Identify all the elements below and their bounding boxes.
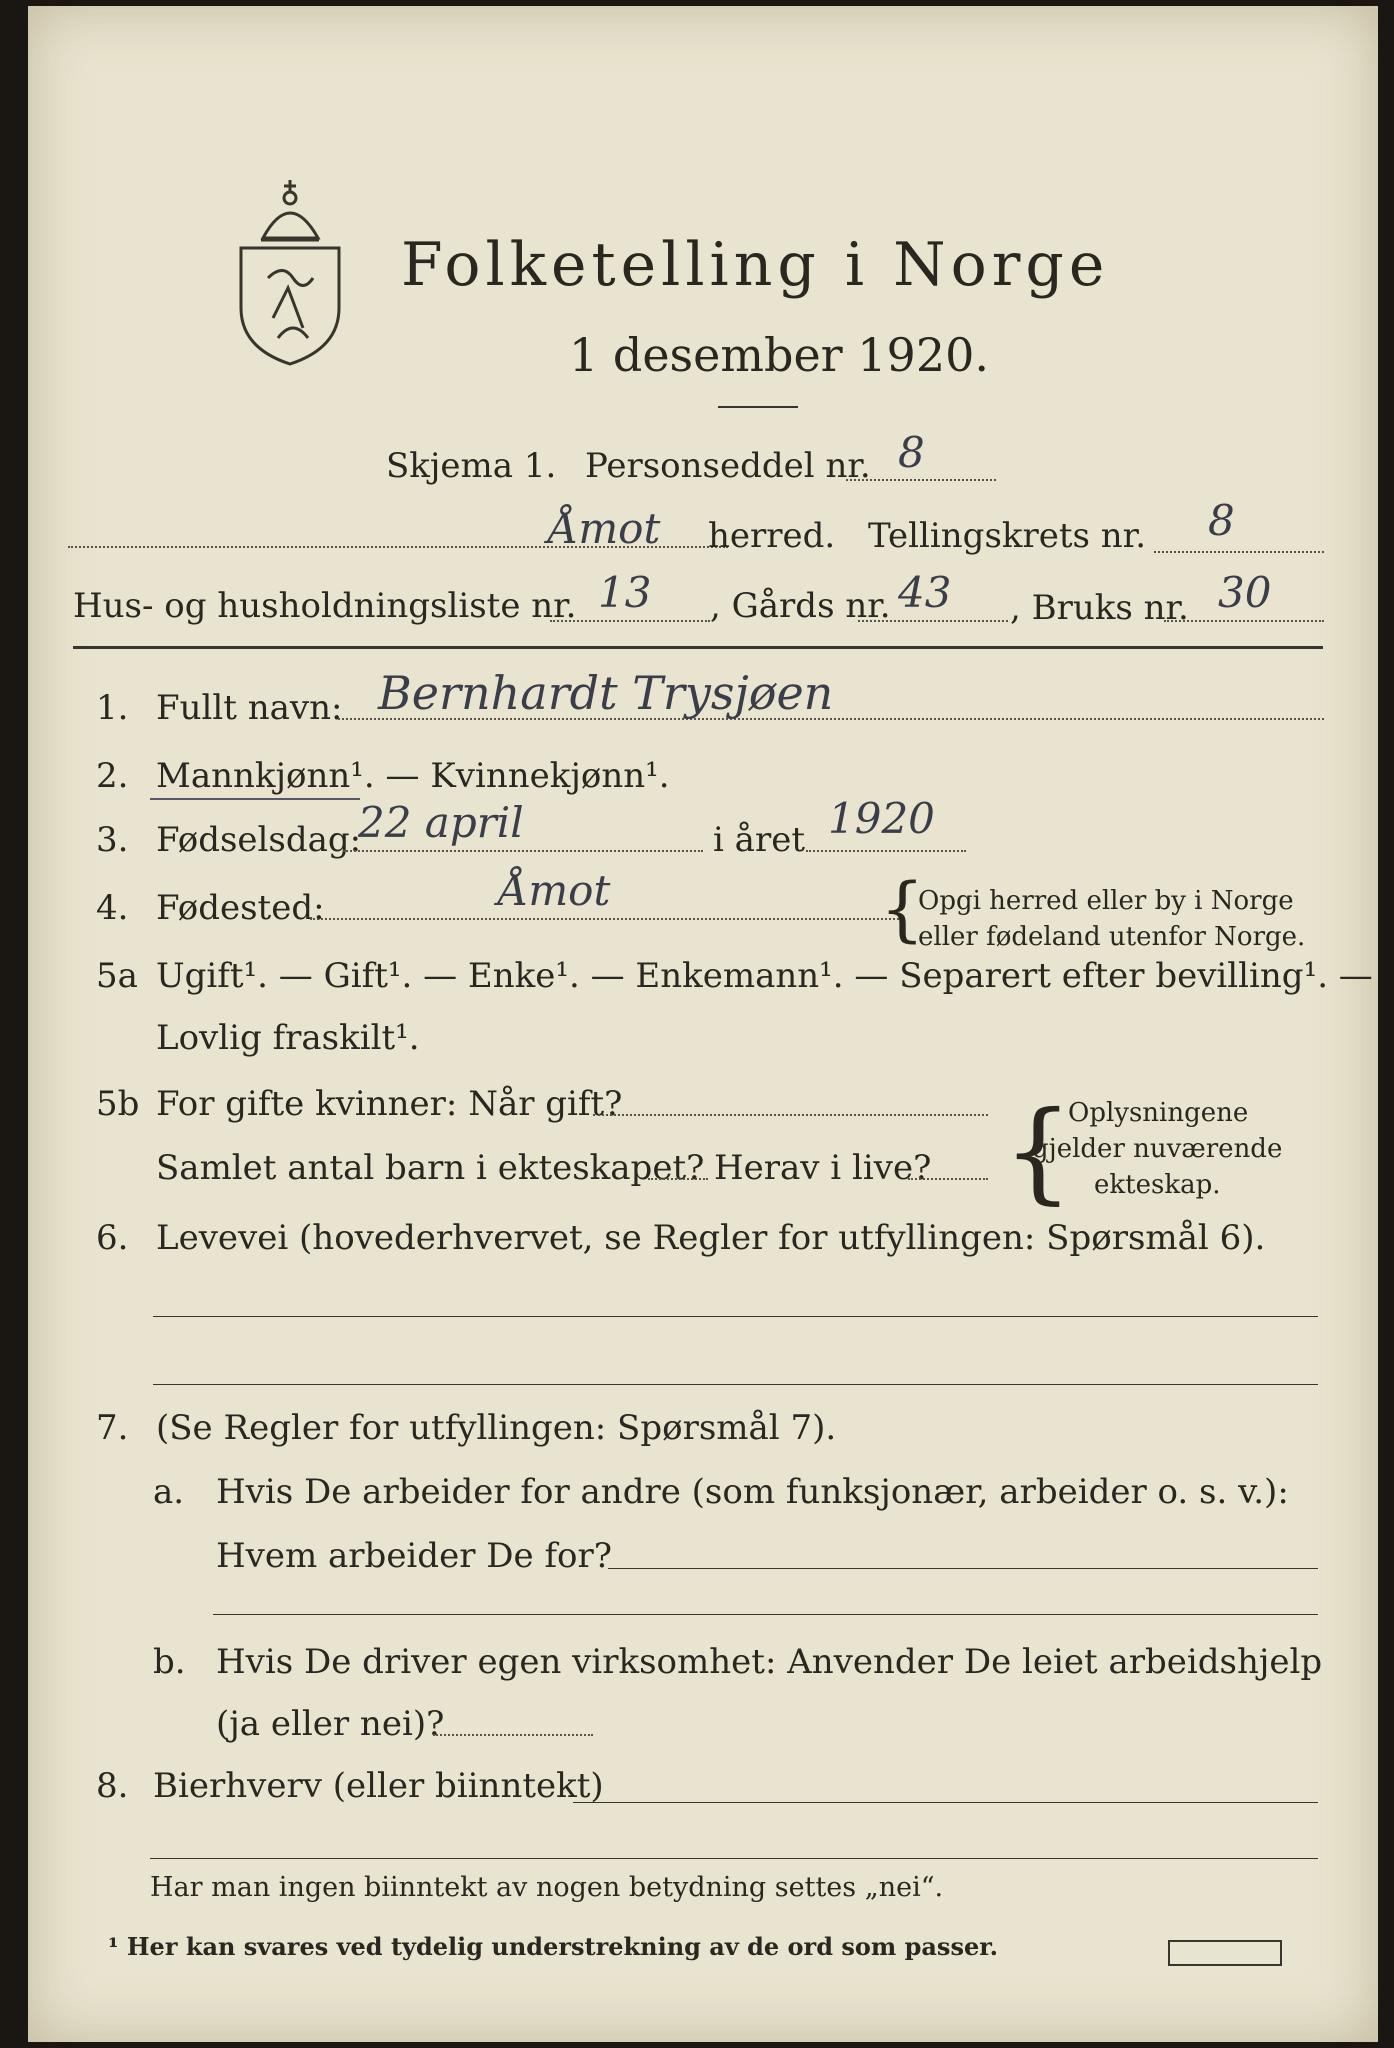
tellingskrets-value: 8 (1208, 496, 1235, 545)
q2-options: Mannkjønn¹. — Kvinnekjønn¹. (156, 756, 670, 796)
footer-note: Har man ingen biinntekt av nogen betydning settes „nei“. (150, 1872, 944, 1903)
q3-value: 22 april (358, 798, 524, 847)
q8-text: Bierhverv (eller biinntekt) (153, 1766, 604, 1806)
gards-line (858, 620, 1008, 622)
q4-line (310, 918, 902, 920)
q8-answer-line2 (150, 1858, 1318, 1859)
q4-label: Fødested: (156, 888, 325, 928)
q7-text: (Se Regler for utfyllingen: Spørsmål 7). (156, 1408, 837, 1448)
bruks-line (1164, 620, 1324, 622)
q7a-line1: Hvis De arbeider for andre (som funksjonær, arbeider o. s. v.): (216, 1472, 1289, 1512)
title-divider (718, 406, 798, 408)
bruks-label: , Bruks nr. (1010, 588, 1189, 628)
census-form-page (28, 6, 1378, 2042)
tellingskrets-label: Tellingskrets nr. (868, 516, 1147, 556)
q3-number: 3. (96, 820, 129, 860)
q3-year-label: i året (713, 820, 805, 860)
gards-value: 43 (898, 568, 952, 617)
q7a-answer-line1 (608, 1568, 1318, 1569)
herred-value: Åmot (548, 504, 661, 553)
q5b-line1: For gifte kvinner: Når gift? (156, 1084, 623, 1124)
husliste-value: 13 (598, 568, 652, 617)
q5b-brace: { (1003, 1087, 1073, 1215)
q6-number: 6. (96, 1218, 129, 1258)
coat-of-arms-icon (233, 168, 348, 368)
tellingskrets-line (1154, 551, 1324, 553)
q1-label: Fullt navn: (156, 688, 343, 728)
q3-year-value: 1920 (828, 794, 935, 843)
q5a-options: Ugift¹. — Gift¹. — Enke¹. — Enkemann¹. — Separert efter bevilling¹. — (156, 956, 1373, 996)
q8-number: 8. (96, 1766, 129, 1806)
q4-brace: { (880, 868, 925, 950)
q3-year-line (806, 850, 966, 852)
personseddel-line (846, 479, 996, 481)
footnote: ¹ Her kan svares ved tydelig understrekning av de ord som passer. (108, 1932, 999, 1961)
q4-note-line2: eller fødeland utenfor Norge. (918, 922, 1306, 952)
q5b-alive-label: Herav i live? (714, 1148, 932, 1188)
q5b-children-line (648, 1178, 708, 1180)
q5b-note1: Oplysningene (1068, 1098, 1249, 1128)
husliste-line (550, 620, 710, 622)
page-title: Folketelling i Norge (401, 230, 1110, 300)
q5b-alive-line (908, 1178, 988, 1180)
q7b-line1: Hvis De driver egen virksomhet: Anvender De leiet arbeidshjelp (216, 1642, 1323, 1682)
q7a-number: a. (153, 1472, 185, 1512)
q8-answer-line1 (573, 1802, 1318, 1803)
q5a-options-line2: Lovlig fraskilt¹. (156, 1018, 420, 1058)
q5b-number: 5b (96, 1084, 140, 1124)
gards-label: , Gårds nr. (710, 586, 891, 626)
q5b-note3: ekteskap. (1094, 1170, 1221, 1200)
census-date: 1 desember 1920. (569, 328, 989, 382)
q3-label: Fødselsdag: (156, 820, 362, 860)
q2-number: 2. (96, 756, 129, 796)
husliste-label: Hus- og husholdningsliste nr. (73, 586, 577, 626)
q1-number: 1. (96, 688, 129, 728)
q4-value: Åmot (498, 866, 611, 915)
personseddel-value: 8 (898, 428, 925, 477)
skjema-label: Skjema 1. (386, 446, 557, 486)
q7b-number: b. (153, 1642, 186, 1682)
q3-line (343, 850, 703, 852)
q7a-answer-line2 (213, 1614, 1318, 1615)
printer-stamp (1168, 1940, 1282, 1966)
q1-value: Bernhardt Trysjøen (378, 666, 834, 720)
q6-answer-line2 (153, 1384, 1318, 1385)
q5b-line2: Samlet antal barn i ekteskapet? (156, 1148, 705, 1188)
q7-number: 7. (96, 1408, 129, 1448)
q4-note-line1: Opgi herred eller by i Norge (918, 886, 1294, 916)
q7a-line2: Hvem arbeider De for? (216, 1536, 612, 1576)
herred-label: herred. (708, 516, 836, 556)
q7b-answer-line (433, 1734, 593, 1736)
q4-number: 4. (96, 888, 129, 928)
q2-underline (150, 798, 360, 800)
q6-text: Levevei (hovederhvervet, se Regler for utfyllingen: Spørsmål 6). (156, 1218, 1266, 1258)
bruks-value: 30 (1218, 568, 1272, 617)
q6-answer-line1 (153, 1316, 1318, 1317)
q7b-line2: (ja eller nei)? (216, 1704, 445, 1744)
q5b-married-line (593, 1114, 988, 1116)
q5b-note2: gjelder nuværende (1032, 1134, 1283, 1164)
q5a-number: 5a (96, 956, 138, 996)
header-rule (73, 646, 1323, 649)
personseddel-label: Personseddel nr. (585, 446, 871, 486)
